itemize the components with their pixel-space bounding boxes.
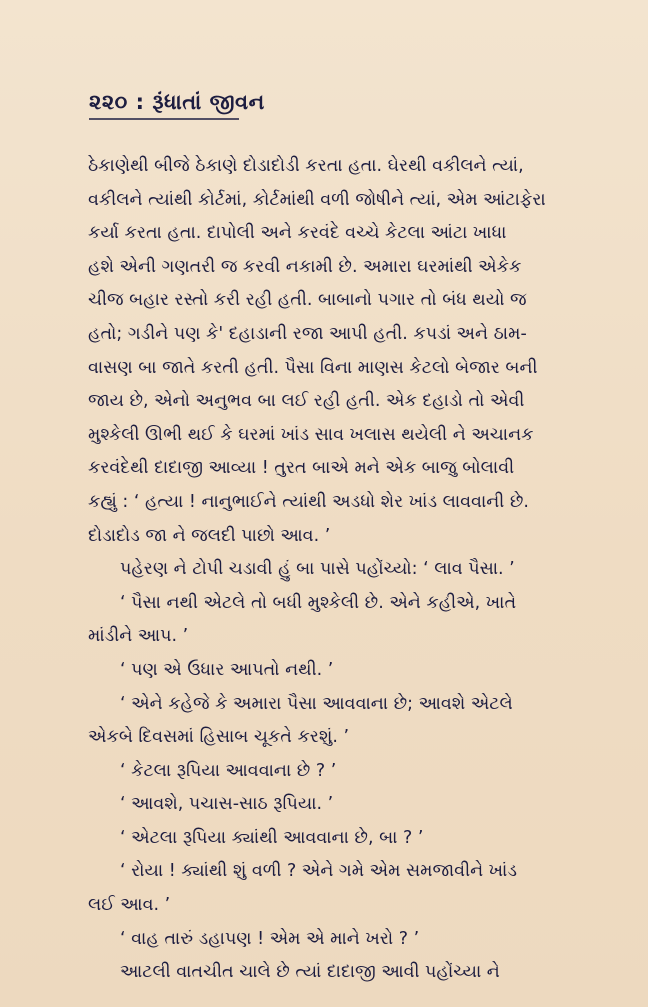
text-line: ‘ પણ એ ઉધાર આપતો નથી. ’ [120,659,334,680]
text-line: દોડાદોડ જા ને જલદી પાછો આવ. ’ [88,525,331,546]
text-line: ચીજ બહાર રસ્તો કરી રહી હતી. બાબાનો પગાર તો બંધ થયો જ [88,290,527,311]
text-line: જાય છે, એનો અનુભવ બા લઈ રહી હતી. એક દહાડો તો એવી [88,391,525,412]
text-line: આટલી વાતચીત ચાલે છે ત્યાં દાદાજી આવી પહોંચ્યા ને [120,962,500,983]
text-line: ‘ એને કહેજે કે અમારા પૈસા આવવાના છે; આવશે એટલે [120,693,513,714]
body-text [88,150,608,990]
text-line: મુશ્કેલી ઊભી થઈ કે ઘરમાં ખાંડ સાવ ખલાસ થયેલી ને અચાનક [88,424,534,445]
text-line: ‘ પૈસા નથી એટલે તો બધી મુશ્કેલી છે. એને કહીએ, ખાતે [120,592,517,613]
text-line: કર્યા કરતા હતા. દાપોલી અને કરવંદે વચ્ચે કેટલા આંટા ખાધા [88,223,507,244]
text-line: ‘ કેટલા રૂપિયા આવવાના છે ? ’ [120,760,337,781]
text-line: ‘ એટલા રૂપિયા ક્યાંથી આવવાના છે, બા ? ’ [120,827,424,848]
text-line: ‘ વાહ તારું ડહાપણ ! એમ એ માને ખરો ? ’ [120,928,420,949]
text-line: ઠેકાણેથી બીજે ઠેકાણે દોડાદોડી કરતા હતા. ઘેરથી વકીલને ત્યાં, [88,156,524,176]
text-line: હશે એની ગણતરી જ કરવી નકામી છે. અમારા ઘરમાંથી એકેક [88,256,522,277]
text-line: કરવંદેથી દાદાજી આવ્યા ! તુરત બાએ મને એક બાજુ બોલાવી [88,458,515,479]
text-line: કહ્યું : ‘ હત્યા ! નાનુભાઈને ત્યાંથી અડધો શેર ખાંડ લાવવાની છે. [88,491,529,512]
text-line: વકીલને ત્યાંથી કોર્ટમાં, કોર્ટમાંથી વળી જોષીને ત્યાં, એમ આંટાફેરા [88,189,546,210]
text-line: હતો; ગડીને પણ કે' દહાડાની રજા આપી હતી. કપડાં અને ઠામ- [88,323,527,344]
page-header: ૨૨૦ : રૂંધાતાં જીવન [89,90,265,114]
header-underline [89,118,239,120]
text-line: પહેરણ ને ટોપી ચડાવી હું બા પાસે પહોંચ્યો: ‘ લાવ પૈસા. ’ [120,559,515,580]
text-line: એકબે દિવસમાં હિસાબ ચૂકતે કરશું. ’ [88,727,350,748]
text-line: માંડીને આપ. ’ [88,626,189,647]
text-line: લઈ આવ. ’ [88,895,171,916]
text-line: ‘ રોયા ! ક્યાંથી શું વળી ? એને ગમે એમ સમજાવીને ખાંડ [120,861,517,882]
text-line: વાસણ બા જાતે કરતી હતી. પૈસા વિના માણસ કેટલો બેજાર બની [88,357,538,378]
text-line: ‘ આવશે, પચાસ-સાઠ રૂપિયા. ’ [120,794,334,815]
